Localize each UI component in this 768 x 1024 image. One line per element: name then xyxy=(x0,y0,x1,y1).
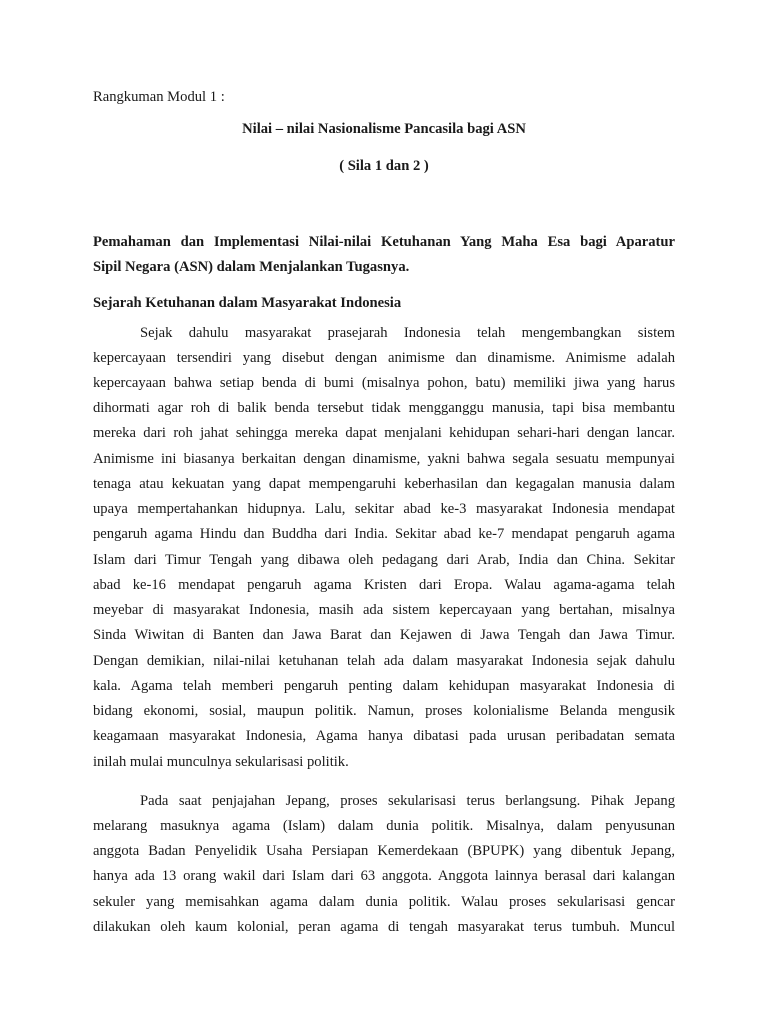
paragraph-line: anggota Badan Penyelidik Usaha Persiapan Kemerdekaan (BPUPK) yang dibentuk Jepang, xyxy=(93,843,675,859)
module-label: Rangkuman Modul 1 : xyxy=(93,89,225,105)
paragraph-line: kepercayaan bahwa setiap benda di bumi (misalnya pohon, batu) memiliki jiwa yang harus xyxy=(93,375,675,391)
section-heading: Sejarah Ketuhanan dalam Masyarakat Indonesia xyxy=(93,295,402,311)
main-heading-line-1: Pemahaman dan Implementasi Nilai-nilai Ketuhanan Yang Maha Esa bagi Aparatur xyxy=(93,234,675,250)
paragraph-line: mereka dari roh jahat sehingga mereka dapat menjalani kehidupan sehari-hari dengan lancar. xyxy=(93,425,675,441)
paragraph-line: dilakukan oleh kaum kolonial, peran agama di tengah masyarakat terus tumbuh. Muncul xyxy=(93,919,675,935)
paragraph-line: Islam dari Timur Tengah yang dibawa oleh pedagang dari Arab, India dan China. Sekitar xyxy=(93,552,675,568)
paragraph-line: tenaga atau kekuatan yang dapat mempengaruhi keberhasilan dan kegagalan manusia dalam xyxy=(93,476,675,492)
paragraph-line: pengaruh agama Hindu dan Buddha dari India. Sekitar abad ke-7 mendapat pengaruh agama xyxy=(93,526,675,542)
paragraph-line: hanya ada 13 orang wakil dari Islam dari 63 anggota. Anggota lainnya berasal dari kalangan xyxy=(93,868,675,884)
paragraph-line: inilah mulai munculnya sekularisasi politik. xyxy=(93,754,349,770)
paragraph-line: kala. Agama telah memberi pengaruh penting dalam kehidupan masyarakat Indonesia di xyxy=(93,678,675,694)
paragraph-line: meyebar di masyarakat Indonesia, masih ada sistem kepercayaan yang bertahan, misalnya xyxy=(93,602,675,618)
main-heading-line-2: Sipil Negara (ASN) dalam Menjalankan Tugasnya. xyxy=(93,259,410,275)
paragraph-line: melarang masuknya agama (Islam) dalam dunia politik. Misalnya, dalam penyusunan xyxy=(93,818,675,834)
paragraph-line: upaya mempertahankan hidupnya. Lalu, sekitar abad ke-3 masyarakat Indonesia mendapat xyxy=(93,501,675,517)
paragraph-line: Dengan demikian, nilai-nilai ketuhanan telah ada dalam masyarakat Indonesia sejak dahulu xyxy=(93,653,675,669)
paragraph-line: abad ke-16 mendapat pengaruh agama Kristen dari Eropa. Walau agama-agama telah xyxy=(93,577,675,593)
paragraph-line: sekuler yang memisahkan agama dalam dunia politik. Walau proses sekularisasi gencar xyxy=(93,894,675,910)
paragraph-line: Sinda Wiwitan di Banten dan Jawa Barat dan Kejawen di Jawa Tengah dan Jawa Timur. xyxy=(93,627,675,643)
paragraph-line: dihormati agar roh di balik benda tersebut tidak mengganggu manusia, tapi bisa membantu xyxy=(93,400,675,416)
paragraph-line: Pada saat penjajahan Jepang, proses sekularisasi terus berlangsung. Pihak Jepang xyxy=(140,793,675,809)
document-subtitle: ( Sila 1 dan 2 ) xyxy=(339,158,429,174)
paragraph-line: bidang ekonomi, sosial, maupun politik. Namun, proses kolonialisme Belanda mengusik xyxy=(93,703,675,719)
paragraph-line: Animisme ini biasanya berkaitan dengan dinamisme, yakni bahwa segala sesuatu mempunyai xyxy=(93,451,675,467)
paragraph-line: keagamaan masyarakat Indonesia, Agama hanya dibatasi pada urusan peribadatan semata xyxy=(93,728,675,744)
paragraph-line: kepercayaan tersendiri yang disebut dengan animisme dan dinamisme. Animisme adalah xyxy=(93,350,675,366)
paragraph-line: Sejak dahulu masyarakat prasejarah Indonesia telah mengembangkan sistem xyxy=(140,325,675,341)
document-title: Nilai – nilai Nasionalisme Pancasila bagi ASN xyxy=(242,121,526,137)
